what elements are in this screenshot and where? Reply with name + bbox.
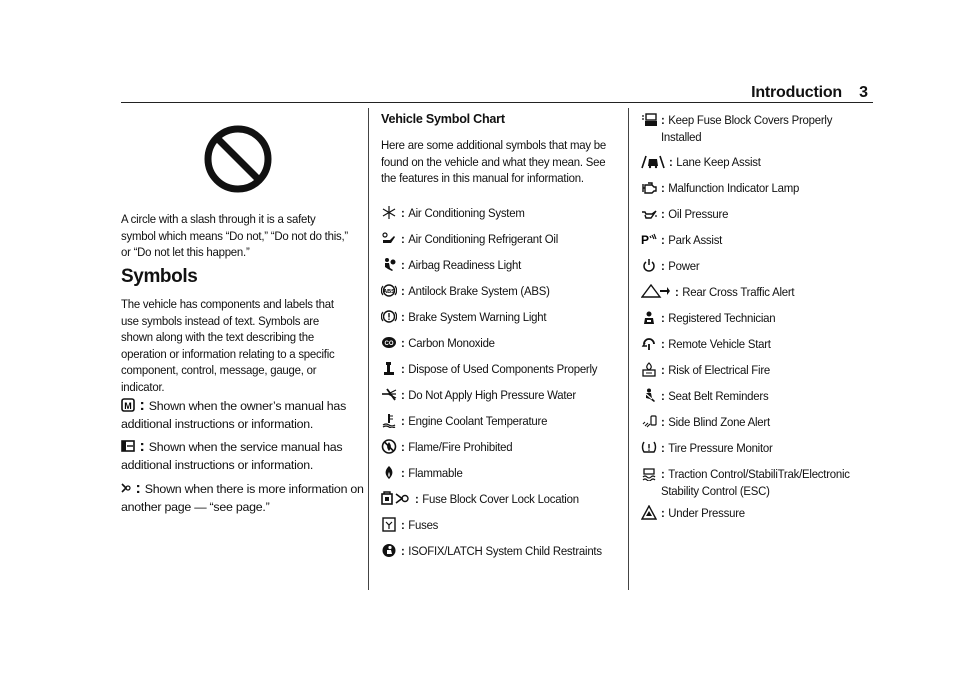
symbols-heading: Symbols <box>121 266 198 287</box>
symbol-label: Park Assist <box>668 233 723 247</box>
symbol-label: Fuses <box>408 518 439 532</box>
symbol-item: : Seat Belt Reminders <box>641 388 778 405</box>
symbol-item: P : Park Assist <box>641 233 723 247</box>
oil-pressure-icon <box>641 206 657 221</box>
symbol-label: Dispose of Used Components Properly <box>408 362 598 376</box>
page-number: 3 <box>859 84 868 101</box>
dispose-icon <box>381 361 397 376</box>
fuse-lock-icon <box>381 491 411 506</box>
svg-text:ABS: ABS <box>383 289 395 295</box>
symbol-label: Flammable <box>408 466 463 480</box>
slash-description: A circle with a slash through it is a safety symbol which means “Do not,” “Do not do this,” or “Do not let this happen.” <box>121 212 349 260</box>
symbol-label: Power <box>668 259 700 273</box>
symbol-label: Registered Technician <box>668 311 776 325</box>
remote-start-icon <box>641 336 657 351</box>
symbol-item: CO : Carbon Monoxide <box>381 335 503 352</box>
page-header <box>0 0 960 110</box>
symbol-label: Traction Control/StabiliTrak/Electronic Stability Control (ESC) <box>661 467 850 498</box>
service-symbol-entry: : Shown when the service manual has additional instructions or information. <box>121 438 343 472</box>
symbol-item: : Traction Control/StabiliTrak/Electronic Stability Control (ESC) <box>641 466 891 499</box>
svg-text:CO: CO <box>384 341 394 347</box>
symbols-intro: The vehicle has components and labels that use symbols instead of text. Symbols are shown along with the text describing the operation or information relating to a specific component, control, message, gauge, or indicator. <box>121 297 335 394</box>
symbol-label: Antilock Brake System (ABS) <box>408 284 550 298</box>
symbol-item: : Remote Vehicle Start <box>641 336 780 353</box>
symbol-item: : ISOFIX/LATCH System Child Restraints <box>381 543 619 560</box>
page-symbol-entry: : Shown when there is more information on another page — “see page.” <box>121 480 364 514</box>
co-icon <box>381 335 397 350</box>
manual-text: Shown when the owner’s manual has additional instructions or information. <box>121 399 347 431</box>
fuse-cover-icon <box>641 112 657 127</box>
owners-manual-icon <box>121 398 135 412</box>
symbol-label: Brake System Warning Light <box>408 310 547 324</box>
blind-zone-icon <box>641 414 657 429</box>
fuse-icon <box>381 517 397 532</box>
water-spray-icon <box>381 387 397 402</box>
power-icon <box>641 258 657 273</box>
prohibition-icon <box>203 124 273 194</box>
symbol-item: ABS : Antilock Brake System (ABS) <box>381 283 563 300</box>
symbol-item: : Brake System Warning Light <box>381 309 559 326</box>
symbol-label: Under Pressure <box>668 506 745 520</box>
no-flame-icon <box>381 439 397 454</box>
symbol-label: Tire Pressure Monitor <box>668 441 773 455</box>
symbol-item: : Air Conditioning System <box>381 205 535 222</box>
rear-cross-traffic-icon <box>641 284 671 299</box>
symbol-chart-intro: Here are some additional symbols that may be found on the vehicle and what they mean. See the features in this manual for information. <box>381 138 606 186</box>
service-text: Shown when the service manual has additional instructions or information. <box>121 440 343 472</box>
symbol-item: : Flammable <box>381 465 468 482</box>
symbol-label: ISOFIX/LATCH System Child Restraints <box>408 544 602 558</box>
symbol-item: : Side Blind Zone Alert <box>641 414 779 431</box>
symbol-item: : Under Pressure <box>641 505 752 522</box>
symbol-label: Seat Belt Reminders <box>668 389 769 403</box>
symbol-item: : Fuses <box>381 517 441 534</box>
engine-icon <box>641 180 657 195</box>
lane-keep-icon <box>641 154 665 169</box>
svg-text:M: M <box>124 401 132 411</box>
symbol-item: : Lane Keep Assist <box>641 154 769 171</box>
symbol-item: : Engine Coolant Temperature <box>381 413 560 430</box>
symbol-label: Air Conditioning System <box>408 206 525 220</box>
column-divider <box>628 108 629 590</box>
service-manual-icon <box>121 439 135 453</box>
brake-warning-icon <box>381 309 397 324</box>
symbol-label: Rear Cross Traffic Alert <box>682 285 795 299</box>
symbol-item: : Risk of Electrical Fire <box>641 362 780 379</box>
symbol-label: Airbag Readiness Light <box>408 258 522 272</box>
symbol-item: : Fuse Block Cover Lock Location <box>381 491 593 508</box>
header-rule <box>121 102 873 103</box>
page-text: Shown when there is more information on another page — “see page.” <box>121 482 364 514</box>
symbol-label: Lane Keep Assist <box>676 155 761 169</box>
traction-control-icon <box>641 466 657 481</box>
electrical-fire-icon <box>641 362 657 377</box>
coolant-icon <box>381 413 397 428</box>
column-divider <box>368 108 369 590</box>
child-seat-icon <box>381 543 397 558</box>
symbol-label: Oil Pressure <box>668 207 729 221</box>
symbol-label: Air Conditioning Refrigerant Oil <box>408 232 559 246</box>
symbol-item: : Air Conditioning Refrigerant Oil <box>381 231 572 248</box>
symbol-label: Do Not Apply High Pressure Water <box>408 388 576 402</box>
symbol-item: : Airbag Readiness Light <box>381 257 532 274</box>
symbol-label: Risk of Electrical Fire <box>668 363 771 377</box>
symbol-item: : Power <box>641 258 703 275</box>
symbol-item: : Flame/Fire Prohibited <box>381 439 522 456</box>
symbol-item: : Malfunction Indicator Lamp <box>641 180 811 197</box>
symbol-label: Malfunction Indicator Lamp <box>668 181 800 195</box>
symbol-label: Carbon Monoxide <box>408 336 495 350</box>
svg-text:P: P <box>641 233 650 247</box>
symbol-chart-heading: Vehicle Symbol Chart <box>381 112 505 126</box>
symbol-item: : Do Not Apply High Pressure Water <box>381 387 591 404</box>
manual-symbol-entry: M : Shown when the owner’s manual has additional instructions or information. <box>121 397 347 431</box>
symbol-label: Fuse Block Cover Lock Location <box>422 492 579 506</box>
abs-icon <box>381 283 397 298</box>
symbol-item: : Oil Pressure <box>641 206 734 223</box>
symbol-item: : Dispose of Used Components Properly <box>381 361 614 378</box>
symbol-label: Flame/Fire Prohibited <box>408 440 513 454</box>
oil-can-icon <box>381 231 397 246</box>
seat-belt-icon <box>641 388 657 403</box>
park-assist-icon <box>641 232 657 247</box>
symbol-item: : Rear Cross Traffic Alert <box>641 284 805 301</box>
section-title: Introduction <box>751 84 842 101</box>
symbol-item: : Registered Technician <box>641 310 785 327</box>
symbol-label: Remote Vehicle Start <box>668 337 771 351</box>
tire-pressure-icon <box>641 440 657 455</box>
flame-icon <box>381 465 397 480</box>
technician-icon <box>641 310 657 325</box>
snowflake-icon <box>381 205 397 220</box>
symbol-label: Side Blind Zone Alert <box>668 415 770 429</box>
under-pressure-icon <box>641 505 657 520</box>
symbol-item: : Keep Fuse Block Covers Properly Installed <box>641 112 891 145</box>
symbol-label: Engine Coolant Temperature <box>408 414 548 428</box>
symbol-label: Keep Fuse Block Covers Properly Installed <box>661 113 833 144</box>
symbol-item: : Tire Pressure Monitor <box>641 440 782 457</box>
see-page-icon <box>121 481 131 495</box>
airbag-icon <box>381 257 397 272</box>
